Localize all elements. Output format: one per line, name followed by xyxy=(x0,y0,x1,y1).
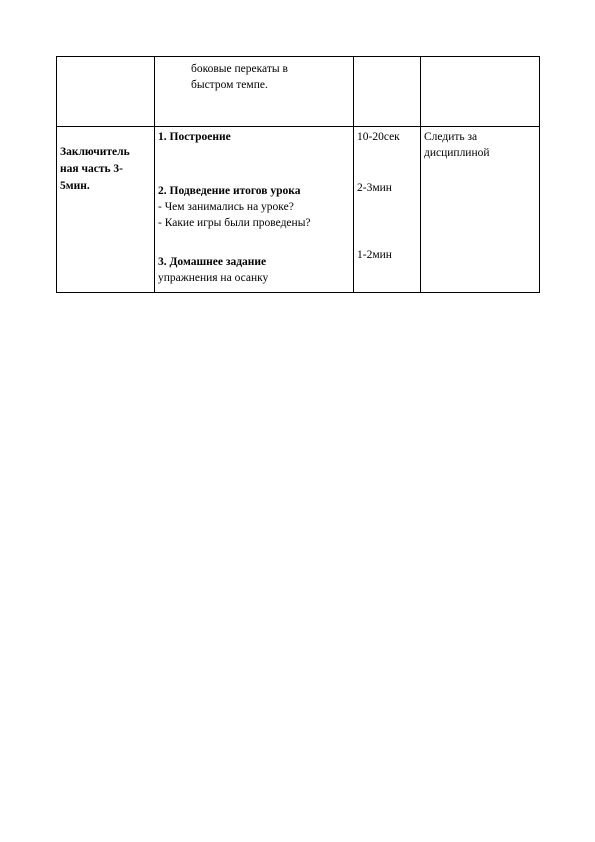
note-line: Следить за xyxy=(424,131,478,143)
item-title: 2. Подведение итогов урока xyxy=(158,185,301,197)
item-title: 1. Построение xyxy=(158,131,231,143)
stage-cell xyxy=(57,57,155,127)
question-line: - Чем занимались на уроке? xyxy=(158,201,294,213)
exercise-line: быстром темпе. xyxy=(191,79,268,91)
notes-cell xyxy=(421,127,540,293)
homework-text: упражнения на осанку xyxy=(158,272,269,284)
content-cell xyxy=(155,127,354,293)
exercise-text xyxy=(191,61,288,93)
time-cell xyxy=(354,127,421,293)
item-homework xyxy=(158,254,268,286)
item-lineup xyxy=(158,129,231,145)
duration-text: 10-20сек xyxy=(357,131,400,143)
lesson-plan-table xyxy=(56,56,540,293)
content-cell xyxy=(155,57,354,127)
notes-cell xyxy=(421,57,540,127)
time-cell xyxy=(354,57,421,127)
question-line: - Какие игры были проведены? xyxy=(158,217,311,229)
stage-line: ная часть 3- xyxy=(60,163,123,175)
stage-cell xyxy=(57,127,155,293)
stage-line: Заключитель xyxy=(60,146,130,158)
teacher-note xyxy=(424,129,490,161)
table-row xyxy=(57,127,540,293)
exercise-line: боковые перекаты в xyxy=(191,63,288,75)
duration-text: 2-3мин xyxy=(357,182,392,194)
item-title: 3. Домашнее задание xyxy=(158,256,267,268)
duration-text: 1-2мин xyxy=(357,249,392,261)
stage-line: 5мин. xyxy=(60,180,90,192)
note-line: дисциплиной xyxy=(424,147,490,159)
stage-title xyxy=(60,144,130,195)
item-summary xyxy=(158,183,311,231)
table-row xyxy=(57,57,540,127)
